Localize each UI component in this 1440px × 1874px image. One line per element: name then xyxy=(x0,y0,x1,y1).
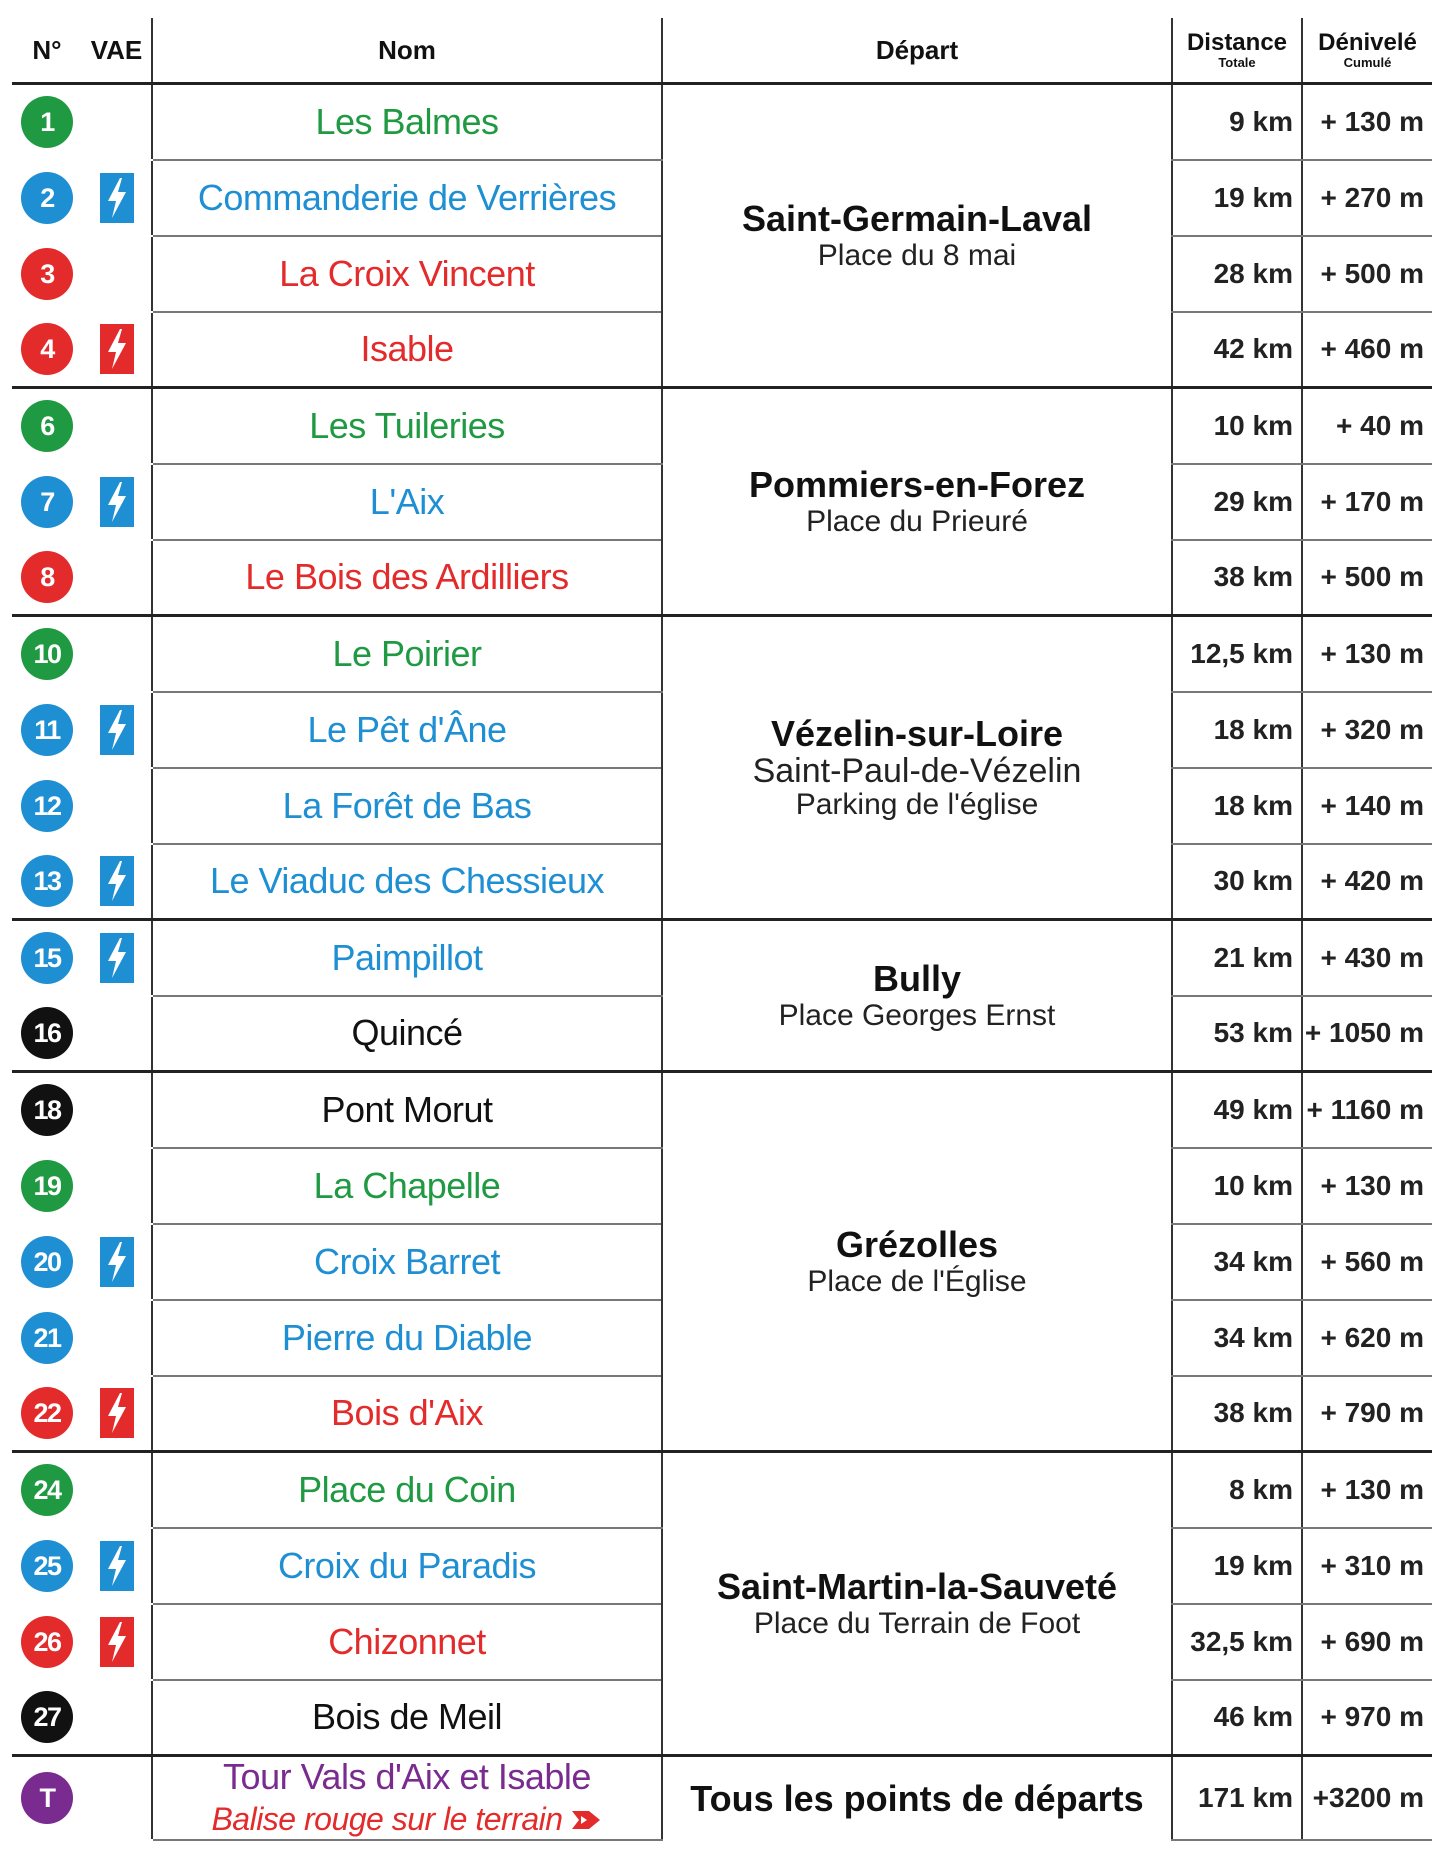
departure-city: Grézolles xyxy=(835,1223,999,1265)
route-number-badge: 13 xyxy=(21,855,73,907)
route-number-cell xyxy=(12,844,82,920)
departure-city: Saint-Martin-la-Sauveté xyxy=(716,1565,1118,1607)
vae-cell xyxy=(82,1528,152,1604)
route-number-badge: 8 xyxy=(21,551,73,603)
departure-cell xyxy=(662,1756,1172,1841)
departure-cell xyxy=(662,84,1172,388)
route-number-badge: 25 xyxy=(21,1540,73,1592)
route-number-cell xyxy=(12,1604,82,1680)
tour-row[interactable] xyxy=(12,1756,1432,1841)
vae-cell xyxy=(82,312,152,388)
route-elevation: + 140 m xyxy=(1302,768,1432,844)
vae-cell xyxy=(82,388,152,464)
departure-city-secondary: Saint-Paul-de-Vézelin xyxy=(752,751,1082,790)
departure-all: Tous les points de départs xyxy=(690,1777,1144,1819)
route-number-badge: 6 xyxy=(21,400,73,452)
route-distance: 19 km xyxy=(1172,1528,1302,1604)
route-elevation: + 130 m xyxy=(1302,84,1432,160)
route-elevation: + 1160 m xyxy=(1302,1072,1432,1148)
route-name[interactable]: Bois d'Aix xyxy=(152,1376,662,1452)
departure-cell xyxy=(662,1452,1172,1756)
vae-cell xyxy=(82,1680,152,1756)
route-elevation: + 130 m xyxy=(1302,1452,1432,1528)
route-elevation: + 690 m xyxy=(1302,1604,1432,1680)
route-number-cell xyxy=(12,160,82,236)
route-number-badge: 7 xyxy=(21,476,73,528)
route-row[interactable] xyxy=(12,1072,1432,1148)
departure-city: Saint-Germain-Laval xyxy=(741,197,1093,239)
route-name[interactable]: Pont Morut xyxy=(152,1072,662,1148)
vae-cell xyxy=(82,996,152,1072)
departure-cell xyxy=(662,920,1172,1072)
route-number-badge: 11 xyxy=(21,704,73,756)
route-number-cell xyxy=(12,1224,82,1300)
route-elevation: + 500 m xyxy=(1302,236,1432,312)
route-distance: 38 km xyxy=(1172,1376,1302,1452)
route-number-badge: 1 xyxy=(21,96,73,148)
route-number-badge: 2 xyxy=(21,172,73,224)
route-name[interactable]: Paimpillot xyxy=(152,920,662,996)
route-number-badge: 4 xyxy=(21,323,73,375)
route-name[interactable]: Le Bois des Ardilliers xyxy=(152,540,662,616)
route-number-badge: 16 xyxy=(21,1007,73,1059)
route-row[interactable] xyxy=(12,388,1432,464)
route-number-badge: 18 xyxy=(21,1084,73,1136)
route-name[interactable]: Les Balmes xyxy=(152,84,662,160)
vae-bolt-icon xyxy=(99,323,135,375)
header-denivele-label: Dénivelé xyxy=(1318,29,1417,56)
vae-bolt-icon xyxy=(99,932,135,984)
tour-name-cell[interactable] xyxy=(152,1756,662,1841)
route-number-badge: 27 xyxy=(21,1691,73,1743)
route-number-cell xyxy=(12,1300,82,1376)
route-distance: 49 km xyxy=(1172,1072,1302,1148)
vae-cell xyxy=(82,236,152,312)
route-number-cell xyxy=(12,388,82,464)
departure-cell xyxy=(662,1072,1172,1452)
route-number-cell xyxy=(12,920,82,996)
route-elevation: + 170 m xyxy=(1302,464,1432,540)
route-distance: 10 km xyxy=(1172,1148,1302,1224)
route-distance: 30 km xyxy=(1172,844,1302,920)
departure-place: Place de l'Église xyxy=(807,1264,1027,1298)
route-name[interactable]: Isable xyxy=(152,312,662,388)
route-number-cell xyxy=(12,1528,82,1604)
route-distance: 42 km xyxy=(1172,312,1302,388)
departure-place: Place du 8 mai xyxy=(817,238,1017,272)
route-name[interactable]: Pierre du Diable xyxy=(152,1300,662,1376)
route-number-badge: T xyxy=(21,1772,73,1824)
vae-cell xyxy=(82,1148,152,1224)
route-elevation: + 560 m xyxy=(1302,1224,1432,1300)
route-name[interactable]: Croix du Paradis xyxy=(152,1528,662,1604)
route-distance: 46 km xyxy=(1172,1680,1302,1756)
vae-bolt-icon xyxy=(99,855,135,907)
vae-bolt-icon xyxy=(99,1616,135,1668)
vae-cell xyxy=(82,692,152,768)
vae-cell xyxy=(82,1300,152,1376)
header-num: N° xyxy=(12,18,82,84)
route-elevation: + 620 m xyxy=(1302,1300,1432,1376)
route-row[interactable] xyxy=(12,84,1432,160)
route-distance: 171 km xyxy=(1172,1756,1302,1841)
route-elevation: + 1050 m xyxy=(1302,996,1432,1072)
table-header xyxy=(12,18,1432,84)
vae-cell xyxy=(82,1224,152,1300)
vae-cell xyxy=(82,160,152,236)
route-number-cell xyxy=(12,616,82,692)
route-distance: 10 km xyxy=(1172,388,1302,464)
route-number-cell xyxy=(12,1072,82,1148)
route-number-badge: 26 xyxy=(21,1616,73,1668)
route-table xyxy=(12,18,1432,1841)
route-distance: 34 km xyxy=(1172,1300,1302,1376)
table-body xyxy=(12,84,1432,1841)
vae-bolt-icon xyxy=(99,704,135,756)
route-elevation: + 430 m xyxy=(1302,920,1432,996)
vae-cell xyxy=(82,768,152,844)
route-elevation: + 40 m xyxy=(1302,388,1432,464)
route-number-cell xyxy=(12,1452,82,1528)
route-elevation: + 310 m xyxy=(1302,1528,1432,1604)
vae-cell xyxy=(82,1756,152,1841)
route-distance: 8 km xyxy=(1172,1452,1302,1528)
route-name[interactable]: Commanderie de Verrières xyxy=(152,160,662,236)
departure-cell xyxy=(662,616,1172,920)
route-distance: 53 km xyxy=(1172,996,1302,1072)
header-name: Nom xyxy=(152,18,662,84)
route-number-cell xyxy=(12,84,82,160)
route-elevation: + 270 m xyxy=(1302,160,1432,236)
route-number-badge: 22 xyxy=(21,1387,73,1439)
vae-cell xyxy=(82,1072,152,1148)
header-denivele-sub: Cumulé xyxy=(1343,55,1392,70)
tour-note: Balise rouge sur le terrain xyxy=(211,1801,563,1837)
departure-cell xyxy=(662,388,1172,616)
route-distance: 18 km xyxy=(1172,692,1302,768)
route-elevation: + 420 m xyxy=(1302,844,1432,920)
vae-cell xyxy=(82,1452,152,1528)
route-elevation: +3200 m xyxy=(1302,1756,1432,1841)
header-distance-label: Distance xyxy=(1186,29,1288,56)
vae-cell xyxy=(82,920,152,996)
route-number-badge: 19 xyxy=(21,1160,73,1212)
route-name[interactable]: Le Poirier xyxy=(152,616,662,692)
route-distance: 9 km xyxy=(1172,84,1302,160)
route-number-badge: 15 xyxy=(21,932,73,984)
route-distance: 18 km xyxy=(1172,768,1302,844)
route-distance: 29 km xyxy=(1172,464,1302,540)
vae-bolt-icon xyxy=(99,476,135,528)
route-name[interactable]: L'Aix xyxy=(152,464,662,540)
route-name[interactable]: La Forêt de Bas xyxy=(152,768,662,844)
route-distance: 12,5 km xyxy=(1172,616,1302,692)
departure-place: Place du Terrain de Foot xyxy=(753,1606,1081,1640)
departure-place: Parking de l'église xyxy=(795,787,1039,821)
header-distance-sub: Totale xyxy=(1218,55,1256,70)
departure-city: Bully xyxy=(872,957,961,999)
route-elevation: + 500 m xyxy=(1302,540,1432,616)
route-distance: 34 km xyxy=(1172,1224,1302,1300)
vae-bolt-icon xyxy=(99,1540,135,1592)
vae-cell xyxy=(82,1604,152,1680)
route-number-cell xyxy=(12,692,82,768)
vae-cell xyxy=(82,616,152,692)
route-number-cell xyxy=(12,312,82,388)
route-elevation: + 130 m xyxy=(1302,616,1432,692)
route-name[interactable]: Bois de Meil xyxy=(152,1680,662,1756)
vae-cell xyxy=(82,1376,152,1452)
route-distance: 19 km xyxy=(1172,160,1302,236)
vae-bolt-icon xyxy=(99,1387,135,1439)
route-elevation: + 320 m xyxy=(1302,692,1432,768)
route-elevation: + 790 m xyxy=(1302,1376,1432,1452)
departure-place: Place du Prieuré xyxy=(806,504,1028,538)
vae-bolt-icon xyxy=(99,172,135,224)
route-number-badge: 12 xyxy=(21,780,73,832)
tour-note-line xyxy=(211,1797,602,1838)
departure-city: Vézelin-sur-Loire xyxy=(770,712,1064,754)
vae-cell xyxy=(82,540,152,616)
route-number-badge: 3 xyxy=(21,248,73,300)
route-elevation: + 970 m xyxy=(1302,1680,1432,1756)
route-row[interactable] xyxy=(12,920,1432,996)
route-number-badge: 20 xyxy=(21,1236,73,1288)
header-distance xyxy=(1172,18,1302,84)
route-distance: 28 km xyxy=(1172,236,1302,312)
route-name[interactable]: Les Tuileries xyxy=(152,388,662,464)
route-number-cell xyxy=(12,236,82,312)
route-name[interactable]: Chizonnet xyxy=(152,1604,662,1680)
route-number-badge: 24 xyxy=(21,1464,73,1516)
route-name[interactable]: Le Viaduc des Chessieux xyxy=(152,844,662,920)
route-name[interactable]: La Chapelle xyxy=(152,1148,662,1224)
route-distance: 21 km xyxy=(1172,920,1302,996)
departure-city: Pommiers-en-Forez xyxy=(748,463,1086,505)
route-distance: 38 km xyxy=(1172,540,1302,616)
header-denivele xyxy=(1302,18,1432,84)
route-number-cell xyxy=(12,1756,82,1841)
vae-bolt-icon xyxy=(99,1236,135,1288)
balise-arrow-icon xyxy=(569,1805,603,1835)
route-name[interactable]: Place du Coin xyxy=(152,1452,662,1528)
route-elevation: + 460 m xyxy=(1302,312,1432,388)
route-row[interactable] xyxy=(12,1452,1432,1528)
header-depart: Départ xyxy=(662,18,1172,84)
route-name[interactable]: Croix Barret xyxy=(152,1224,662,1300)
route-number-cell xyxy=(12,1680,82,1756)
route-number-cell xyxy=(12,1376,82,1452)
route-number-cell xyxy=(12,1148,82,1224)
route-name[interactable]: La Croix Vincent xyxy=(152,236,662,312)
route-number-cell xyxy=(12,464,82,540)
vae-cell xyxy=(82,464,152,540)
route-number-cell xyxy=(12,996,82,1072)
vae-cell xyxy=(82,844,152,920)
vae-cell xyxy=(82,84,152,160)
departure-place: Place Georges Ernst xyxy=(778,998,1056,1032)
route-name[interactable]: Quincé xyxy=(152,996,662,1072)
header-vae: VAE xyxy=(82,18,152,84)
route-number-badge: 10 xyxy=(21,628,73,680)
route-distance: 32,5 km xyxy=(1172,1604,1302,1680)
route-number-badge: 21 xyxy=(21,1312,73,1364)
route-number-cell xyxy=(12,768,82,844)
tour-name: Tour Vals d'Aix et Isable xyxy=(223,1756,591,1797)
route-number-cell xyxy=(12,540,82,616)
route-name[interactable]: Le Pêt d'Âne xyxy=(152,692,662,768)
route-row[interactable] xyxy=(12,616,1432,692)
route-elevation: + 130 m xyxy=(1302,1148,1432,1224)
